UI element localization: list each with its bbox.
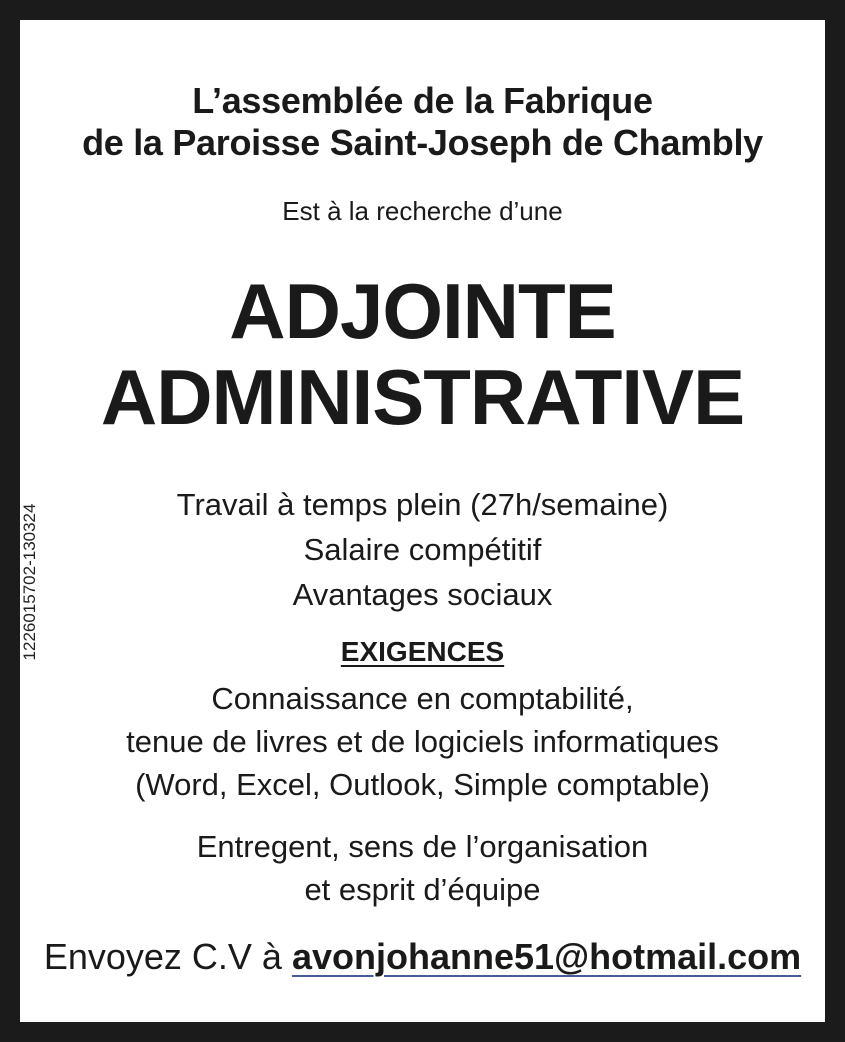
reference-code: 1226015702-130324 xyxy=(20,503,39,661)
requirement-line-3: (Word, Excel, Outlook, Simple comptable) xyxy=(135,767,710,802)
condition-salary: Salaire compétitif xyxy=(303,532,542,567)
requirement-line-1: Connaissance en comptabilité, xyxy=(211,681,634,716)
requirement-line-2: tenue de livres et de logiciels informatiques xyxy=(126,724,719,759)
requirements-heading: EXIGENCES xyxy=(340,636,505,667)
condition-benefits: Avantages sociaux xyxy=(292,577,553,612)
organization-line-1: L’assemblée de la Fabrique xyxy=(192,80,653,121)
condition-hours: Travail à temps plein (27h/semaine) xyxy=(176,487,669,522)
position-title-line-1: ADJOINTE xyxy=(229,267,616,355)
contact-line xyxy=(20,936,825,978)
quality-line-1: Entregent, sens de l’organisation xyxy=(196,829,649,864)
organization-line-2: de la Paroisse Saint-Joseph de Chambly xyxy=(82,122,763,163)
quality-line-2: et esprit d’équipe xyxy=(304,872,541,907)
contact-prefix: Envoyez C.V à xyxy=(43,936,292,977)
position-title-line-2: ADMINISTRATIVE xyxy=(100,353,745,441)
contact-email-link[interactable]: avonjohanne51@hotmail.com xyxy=(291,936,802,977)
intro-text: Est à la recherche d’une xyxy=(282,196,563,226)
